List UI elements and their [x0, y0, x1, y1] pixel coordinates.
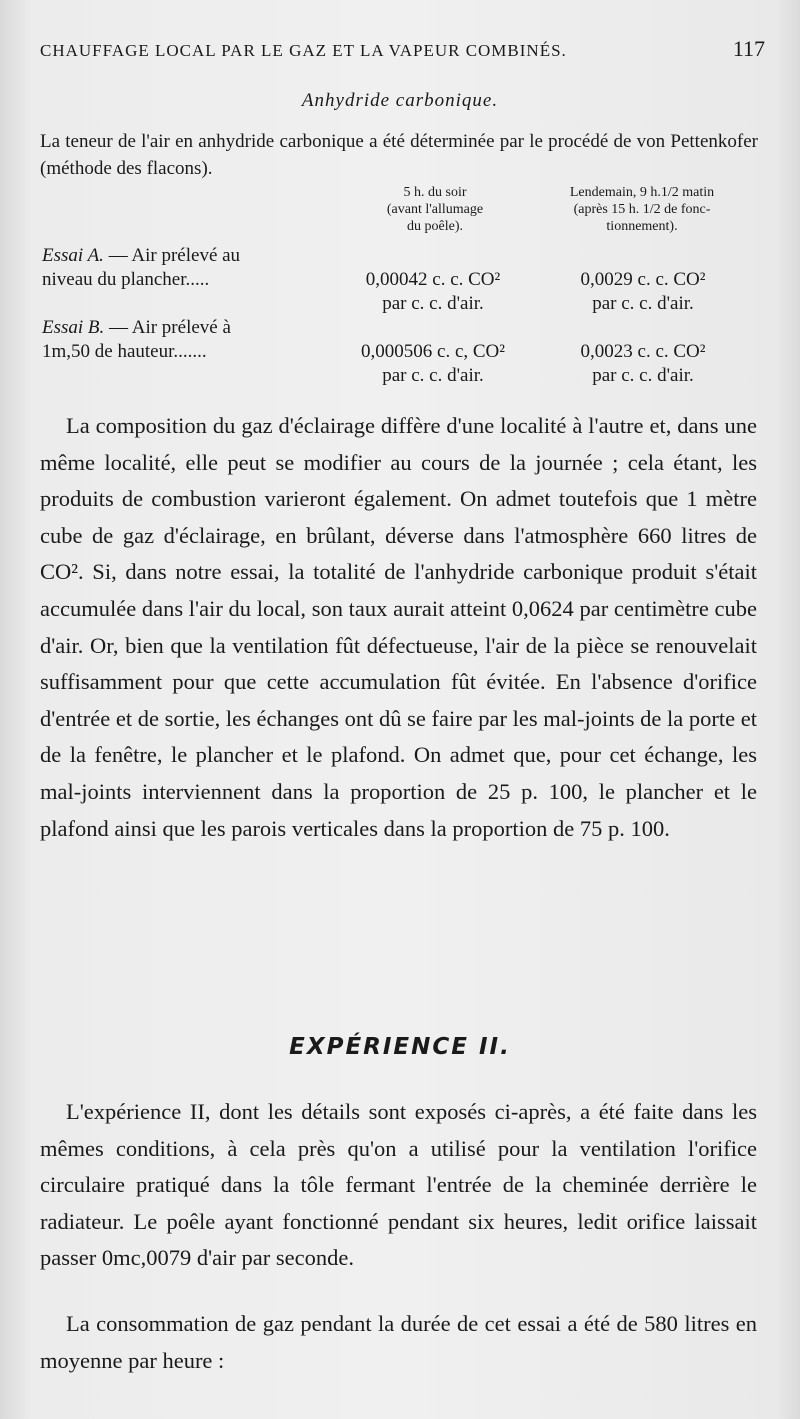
running-head-title: CHAUFFAGE LOCAL PAR LE GAZ ET LA VAPEUR COMBINÉS. — [40, 41, 567, 60]
intro-paragraph: La teneur de l'air en anhydride carbonique a été déterminée par le procédé de von Pettenkofer (méthode des flacons). — [40, 131, 758, 179]
table-column-header-evening: 5 h. du soir (avant l'allumage du poêle). — [386, 185, 484, 234]
table-cell-essai-a-morning: 0,0029 c. c. CO² par c. c. d'air. — [580, 269, 706, 314]
page-number: 117 — [732, 36, 765, 61]
section-title: Anhydride carbonique. — [301, 90, 499, 111]
running-head — [40, 36, 765, 62]
heading-experience-ii: EXPÉRIENCE II. — [289, 1034, 511, 1060]
table-row-label-essai-a: Essai A. — Air prélevé au niveau du plancher..... — [42, 245, 241, 290]
paragraph-gas-composition: La composition du gaz d'éclairage diffère d'une localité à l'autre et, dans une même localité, elle peut se modifier au cours de la journée ; cela étant, les produits de combustion varieront également. On admet toutefois que 1 mètre cube de gaz d'éclairage, en brûlant, déverse dans l'atmosphère 660 litres de CO². Si, dans notre essai, la totalité de l'anhydride carbonique produit s'était accumulée dans l'air du local, son taux aurait atteint 0,0624 par centimètre cube d'air. Or, bien que la ventilation fût défectueuse, l'air de la pièce se renouvelait suffisamment pour que cette accumulation fût évitée. En l'absence d'orifice d'entrée et de sortie, les échanges ont dû se faire par les mal-joints de la porte et de la fenêtre, le plancher et le plafond. On admet que, pour cet échange, les mal-joints interviennent dans la proportion de 25 p. 100, le plancher et le plafond ainsi que les parois verticales dans la proportion de 75 p. 100. — [40, 413, 757, 841]
table-row-label-essai-b: Essai B. — Air prélevé à 1m,50 de hauteur....... — [42, 317, 231, 362]
paragraph-gas-consumption: La consommation de gaz pendant la durée de cet essai a été de 580 litres en moyenne par heure : — [40, 1311, 757, 1373]
table-column-header-next-morning: Lendemain, 9 h.1/2 matin (après 15 h. 1/2 de fonc- tionnement). — [569, 185, 715, 234]
table-cell-essai-b-evening: 0,000506 c. c, CO² par c. c. d'air. — [361, 341, 505, 386]
table-cell-essai-b-morning: 0,0023 c. c. CO² par c. c. d'air. — [580, 341, 706, 386]
table-cell-essai-a-evening: 0,00042 c. c. CO² par c. c. d'air. — [365, 269, 501, 314]
paragraph-experience-ii: L'expérience II, dont les détails sont exposés ci-après, a été faite dans les mêmes conditions, à cela près qu'on a utilisé pour la ventilation l'orifice circulaire pratiqué dans la tôle fermant l'entrée de la cheminée derrière le radiateur. Le poêle ayant fonctionné pendant six heures, ledit orifice laissait passer 0mc,0079 d'air par seconde. — [40, 1099, 757, 1271]
